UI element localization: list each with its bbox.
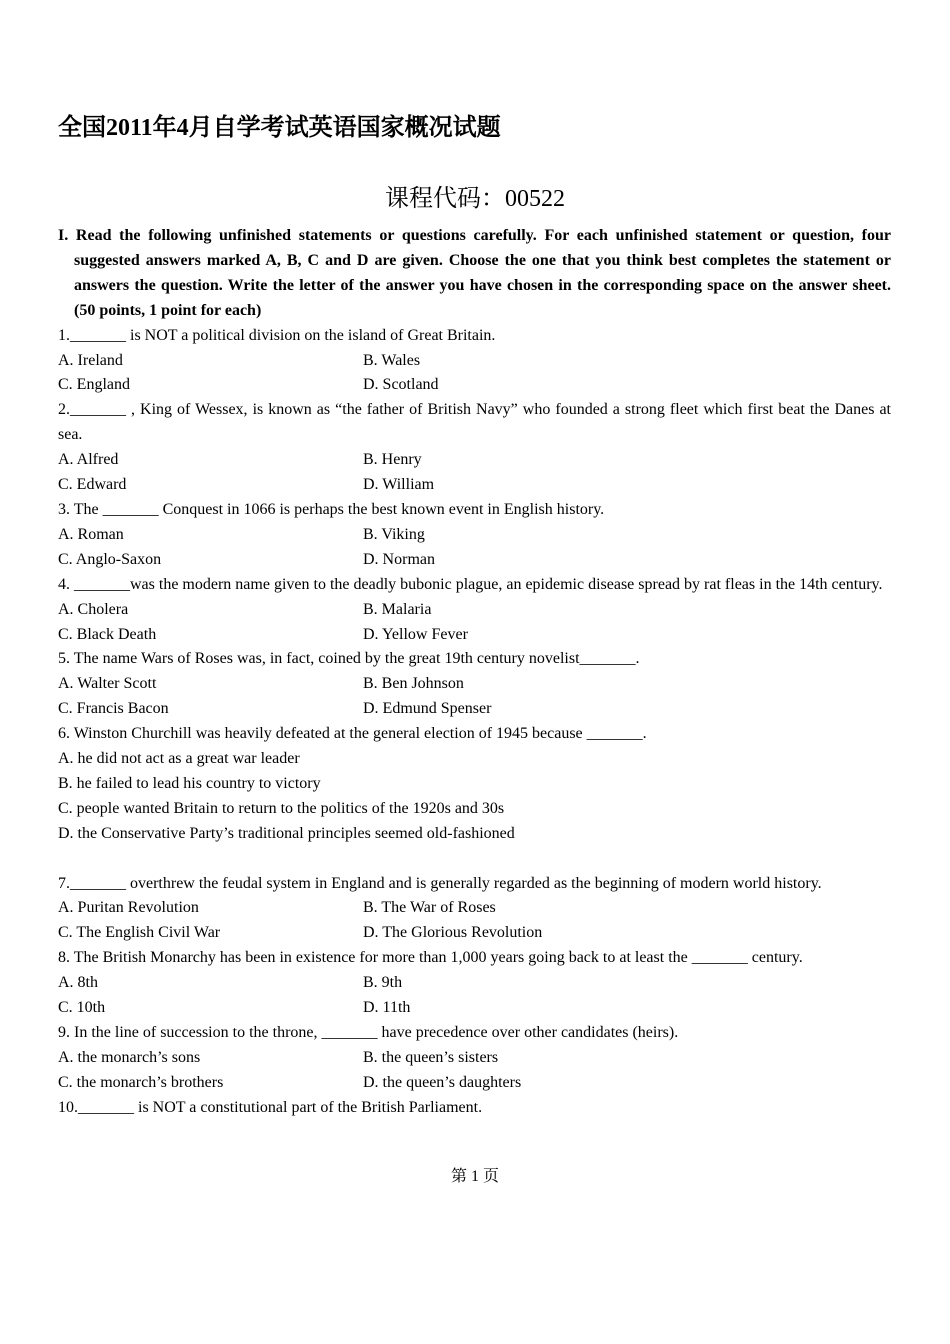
question-8-stem: 8. The British Monarchy has been in existence for more than 1,000 years going back to at least the _______ century. [58,949,803,967]
question-1-stem: 1._______ is NOT a political division on the island of Great Britain. [58,326,496,344]
question-1-option-d: D. Scotland [363,376,439,394]
question-4-option-c: C. Black Death [58,625,157,643]
question-1-option-b: B. Wales [363,351,421,369]
question-7-option-b: B. The War of Roses [363,899,496,917]
question-2-stem: 2._______ , King of Wessex, is known as “the father of British Navy” who founded a strong fleet which first beat the Danes at sea. [58,401,891,444]
question-6-option-d: D. the Conservative Party’s traditional principles seemed old-fashioned [58,824,515,842]
question-6-option-c: C. people wanted Britain to return to the politics of the 1920s and 30s [58,799,505,817]
question-1-option-c: C. England [58,376,130,394]
question-5-options-row-2 [58,697,891,722]
question-5-option-d: D. Edmund Spenser [363,700,492,718]
question-2-option-b: B. Henry [363,451,422,469]
section-instructions: I. Read the following unfinished statements or questions carefully. For each unfinished statement or question, four suggested answers marked A, B, C and D are given. Choose the one that you think best completes the statement or answers the question. Write the letter of the answer you have chosen in the corresponding space on the answer sheet. (50 points, 1 point for each) [58,227,891,319]
question-7-option-d: D. The Glorious Revolution [363,924,543,942]
question-6-option-b: B. he failed to lead his country to victory [58,774,321,792]
question-2-options-row-2 [58,473,891,498]
question-5-stem: 5. The name Wars of Roses was, in fact, coined by the great 19th century novelist_______. [58,650,640,668]
question-8-option-d: D. 11th [363,999,411,1017]
question-2-options-row-1 [58,448,891,473]
question-10-stem: 10._______ is NOT a constitutional part of the British Parliament. [58,1098,483,1116]
question-7-option-c: C. The English Civil War [58,924,221,942]
question-8-option-c: C. 10th [58,999,106,1017]
question-8-options-row-1 [58,971,891,996]
question-5-options-row-1 [58,672,891,697]
question-7-option-a: A. Puritan Revolution [58,899,199,917]
question-7-stem: 7._______ overthrew the feudal system in England and is generally regarded as the beginning of modern world history. [58,874,822,892]
question-3-options-row-1 [58,523,891,548]
question-7-options-row-1 [58,896,891,921]
question-6-option-a: A. he did not act as a great war leader [58,750,300,768]
question-9-option-a: A. the monarch’s sons [58,1048,201,1066]
question-8-option-a: A. 8th [58,974,98,992]
question-3-option-c: C. Anglo-Saxon [58,550,162,568]
question-3-options-row-2 [58,548,891,573]
question-5-option-c: C. Francis Bacon [58,700,169,718]
question-1-options-row-2 [58,373,891,398]
question-9-option-d: D. the queen’s daughters [363,1073,522,1091]
question-1-option-a: A. Ireland [58,351,123,369]
question-7-options-row-2 [58,921,891,946]
question-8-options-row-2 [58,996,891,1021]
question-3-option-b: B. Viking [363,525,425,543]
page-number: 第 1 页 [450,1168,499,1185]
question-5-option-b: B. Ben Johnson [363,675,464,693]
question-5-option-a: A. Walter Scott [58,675,157,693]
question-list [58,224,891,1121]
question-2-option-c: C. Edward [58,476,127,494]
question-3-option-d: D. Norman [363,550,435,568]
question-4-options-row-2 [58,623,891,648]
question-8-option-b: B. 9th [363,974,403,992]
course-code: 课程代码：00522 [385,186,565,212]
question-4-option-b: B. Malaria [363,600,432,618]
question-9-options-row-1 [58,1046,891,1071]
question-4-option-a: A. Cholera [58,600,129,618]
question-2-option-a: A. Alfred [58,451,119,469]
exam-title: 全国2011年4月自学考试英语国家概况试题 [58,115,501,141]
question-1-options-row-1 [58,349,891,374]
question-9-options-row-2 [58,1071,891,1096]
question-4-options-row-1 [58,598,891,623]
question-9-option-c: C. the monarch’s brothers [58,1073,224,1091]
question-9-option-b: B. the queen’s sisters [363,1048,499,1066]
blank-line [58,847,891,872]
question-4-option-d: D. Yellow Fever [363,625,468,643]
question-4-stem: 4. _______was the modern name given to the deadly bubonic plague, an epidemic disease spread by rat fleas in the 14th century. [58,575,883,593]
question-6-stem: 6. Winston Churchill was heavily defeated at the general election of 1945 because _______. [58,725,647,743]
question-3-option-a: A. Roman [58,525,124,543]
question-2-option-d: D. William [363,476,435,494]
question-9-stem: 9. In the line of succession to the throne, _______ have precedence over other candidates (heirs). [58,1023,679,1041]
question-3-stem: 3. The _______ Conquest in 1066 is perhaps the best known event in English history. [58,500,605,518]
